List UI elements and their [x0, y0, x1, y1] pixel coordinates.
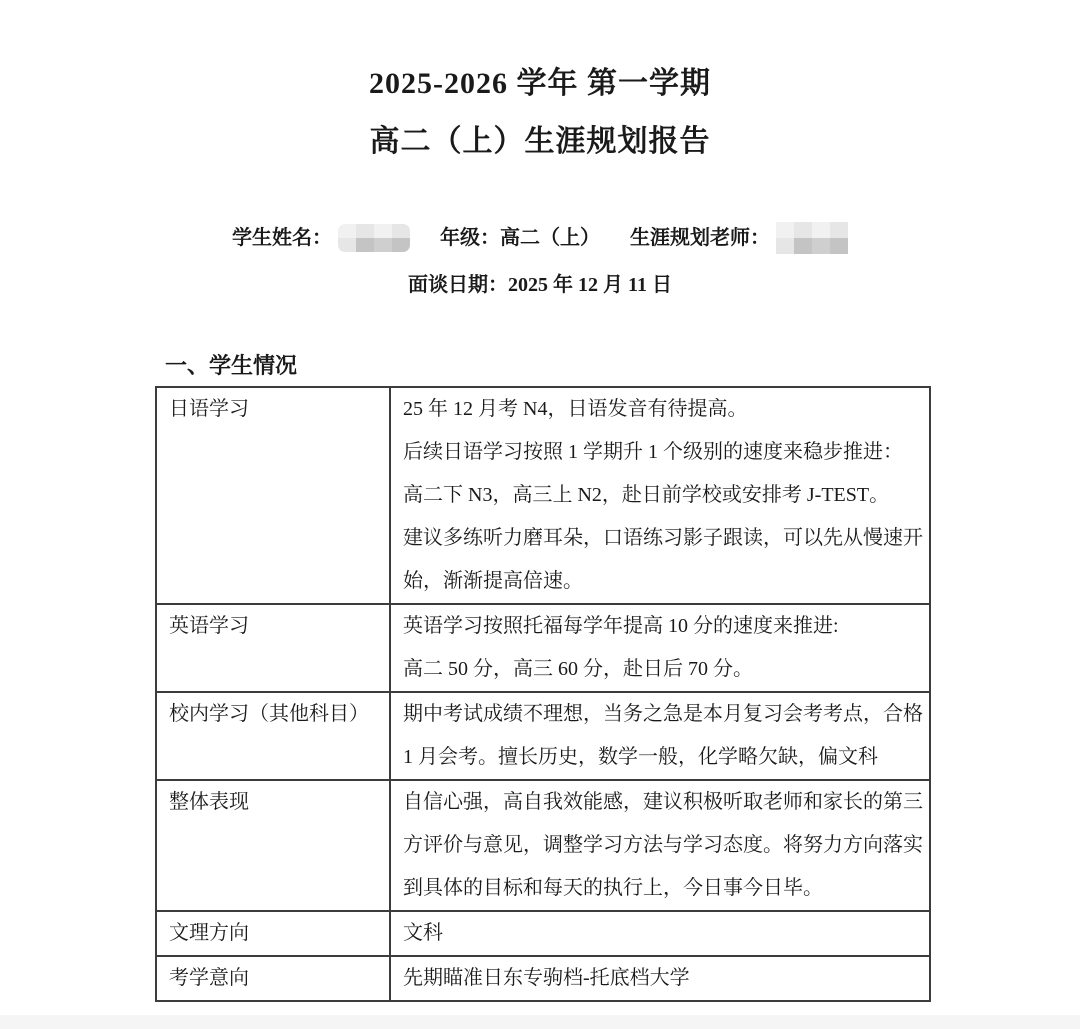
student-name-label: 学生姓名：: [232, 227, 332, 249]
table-row: [156, 956, 930, 1001]
row-label: 日语学习: [156, 387, 390, 604]
content-line: 建议多练听力磨耳朵，口语练习影子跟读，可以先从慢速开: [403, 527, 923, 549]
row-label: 整体表现: [156, 780, 390, 911]
student-status-table-body: [156, 387, 930, 1001]
row-content: [390, 956, 930, 1001]
row-content: [390, 780, 930, 911]
grade-label: 年级：: [440, 227, 500, 249]
student-info-row: [0, 222, 1080, 254]
content-line: 到具体的目标和每天的执行上，今日事今日毕。: [403, 877, 823, 899]
teacher-group: [630, 222, 848, 254]
table-row: [156, 911, 930, 956]
report-title-line1: 2025-2026 学年 第一学期: [369, 67, 711, 100]
content-line: 方评价与意见，调整学习方法与学习态度。将努力方向落实: [403, 834, 923, 856]
row-label: 校内学习（其他科目）: [156, 692, 390, 780]
report-title-line2: 高二（上）生涯规划报告: [369, 125, 711, 158]
row-content: [390, 692, 930, 780]
content-line: 期中考试成绩不理想，当务之急是本月复习会考考点，合格: [403, 703, 923, 725]
row-label: 英语学习: [156, 604, 390, 692]
row-content: [390, 604, 930, 692]
row-content: [390, 911, 930, 956]
content-line: 英语学习按照托福每学年提高 10 分的速度来推进:: [403, 615, 839, 637]
grade-group: [440, 223, 600, 253]
content-line: 自信心强，高自我效能感，建议积极听取老师和家长的第三: [403, 791, 923, 813]
content-line: 1 月会考。擅长历史，数学一般，化学略欠缺，偏文科: [403, 746, 878, 768]
teacher-name-redacted: [776, 222, 848, 254]
grade-value: 高二（上）: [500, 227, 600, 249]
content-line: 25 年 12 月考 N4，日语发音有待提高。: [403, 398, 748, 420]
student-name-redacted: [338, 224, 410, 252]
student-status-table: [155, 386, 931, 1002]
row-label: 文理方向: [156, 911, 390, 956]
student-name-group: [232, 223, 410, 253]
table-row: [156, 604, 930, 692]
section-heading: 一、学生情况: [165, 353, 298, 378]
content-line: 先期瞄准日东专驹档-托底档大学: [403, 967, 690, 989]
content-line: 高二 50 分，高三 60 分，赴日后 70 分。: [403, 658, 753, 680]
table-row: [156, 387, 930, 604]
content-line: 高二下 N3，高三上 N2，赴日前学校或安排考 J-TEST。: [403, 484, 890, 506]
teacher-label: 生涯规划老师：: [630, 227, 770, 249]
content-line: 后续日语学习按照 1 学期升 1 个级别的速度来稳步推进：: [403, 441, 903, 463]
row-content: [390, 387, 930, 604]
interview-date-value: 2025 年 12 月 11 日: [508, 274, 672, 296]
table-row: [156, 692, 930, 780]
row-label: 考学意向: [156, 956, 390, 1001]
content-line: 始，渐渐提高倍速。: [403, 570, 583, 592]
interview-date-label: 面谈日期：: [408, 274, 509, 296]
table-row: [156, 780, 930, 911]
content-line: 文科: [403, 922, 443, 944]
page-edge-shadow: [0, 1015, 1080, 1029]
interview-date-row: [0, 270, 1080, 300]
